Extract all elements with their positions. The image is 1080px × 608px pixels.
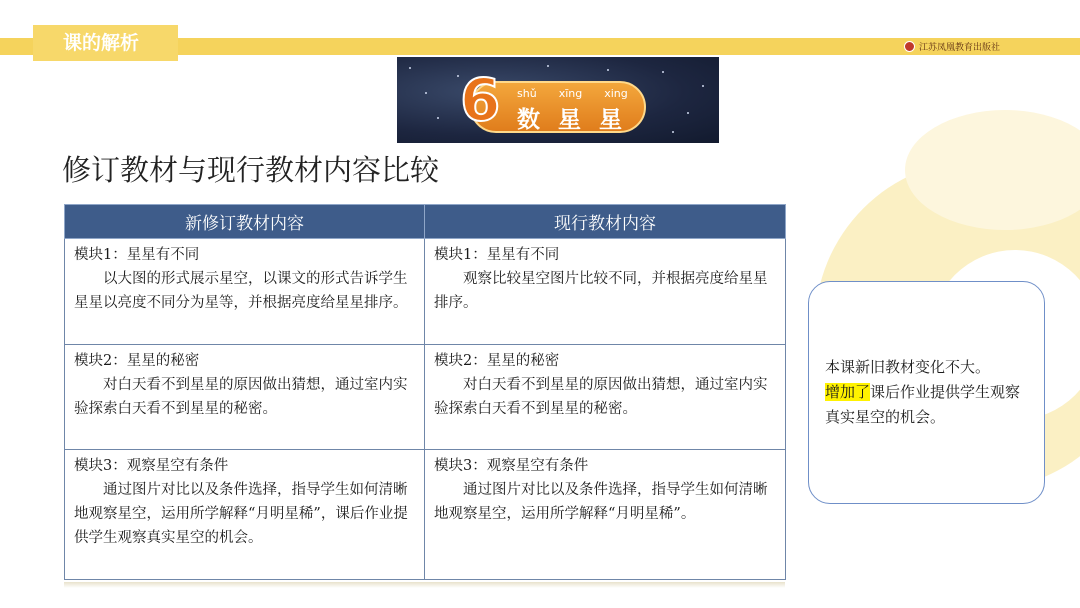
header-current: 现行教材内容 [425, 205, 786, 239]
cell-new-module-1 [65, 239, 425, 345]
module-body: 对白天看不到星星的原因做出猜想，通过室内实验探索白天看不到星星的秘密。 [74, 377, 408, 417]
module-title: 模块1：星星有不同 [434, 247, 560, 263]
summary-line-1: 本课新旧教材变化不大。 [825, 358, 991, 376]
lesson-pinyin [517, 87, 628, 100]
table-shadow [64, 582, 785, 588]
summary-rest: 课后作业提供学生观察真实星空的机会。 [825, 383, 1021, 426]
table-row [65, 450, 786, 580]
page-title: 修订教材与现行教材内容比较 [62, 153, 440, 187]
module-body: 观察比较星空图片比较不同，并根据亮度给星星排序。 [434, 271, 768, 311]
module-body: 通过图片对比以及条件选择，指导学生如何清晰地观察星空，运用所学解释“月明星稀”。 [434, 482, 768, 522]
title-char-1: 数 [517, 106, 540, 133]
module-body: 通过图片对比以及条件选择，指导学生如何清晰地观察星空，运用所学解释“月明星稀”，课后作业提供学生观察真实星空的机会。 [74, 482, 408, 546]
pinyin-3: xing [604, 87, 628, 100]
table-row [65, 345, 786, 450]
module-title: 模块3：观察星空有条件 [74, 458, 229, 474]
cell-current-module-3 [425, 450, 786, 580]
pinyin-1: shǔ [517, 87, 537, 100]
section-tab: 课的解析 [33, 25, 178, 61]
summary-box [808, 281, 1045, 504]
lesson-banner [397, 57, 719, 143]
table-row [65, 239, 786, 345]
module-title: 模块2：星星的秘密 [434, 353, 560, 369]
module-body: 对白天看不到星星的原因做出猜想，通过室内实验探索白天看不到星星的秘密。 [434, 377, 768, 417]
module-title: 模块1：星星有不同 [74, 247, 200, 263]
title-char-2: 星 [558, 106, 581, 133]
publisher-logo-text: 江苏凤凰教育出版社 [919, 42, 1001, 53]
title-char-3: 星 [599, 106, 622, 133]
lesson-number: 6 [460, 66, 501, 134]
cell-current-module-1 [425, 239, 786, 345]
publisher-logo [904, 39, 1000, 53]
header-new: 新修订教材内容 [65, 205, 425, 239]
summary-highlight: 增加了 [825, 383, 871, 401]
table-header-row [65, 205, 786, 239]
pinyin-2: xīng [558, 87, 583, 100]
cell-current-module-2 [425, 345, 786, 450]
publisher-logo-icon [904, 41, 915, 52]
lesson-title [517, 101, 622, 134]
module-title: 模块2：星星的秘密 [74, 353, 200, 369]
module-title: 模块3：观察星空有条件 [434, 458, 589, 474]
comparison-table [64, 204, 786, 580]
cell-new-module-2 [65, 345, 425, 450]
module-body: 以大图的形式展示星空，以课文的形式告诉学生星星以亮度不同分为星等，并根据亮度给星星排序。 [74, 271, 408, 311]
cell-new-module-3 [65, 450, 425, 580]
